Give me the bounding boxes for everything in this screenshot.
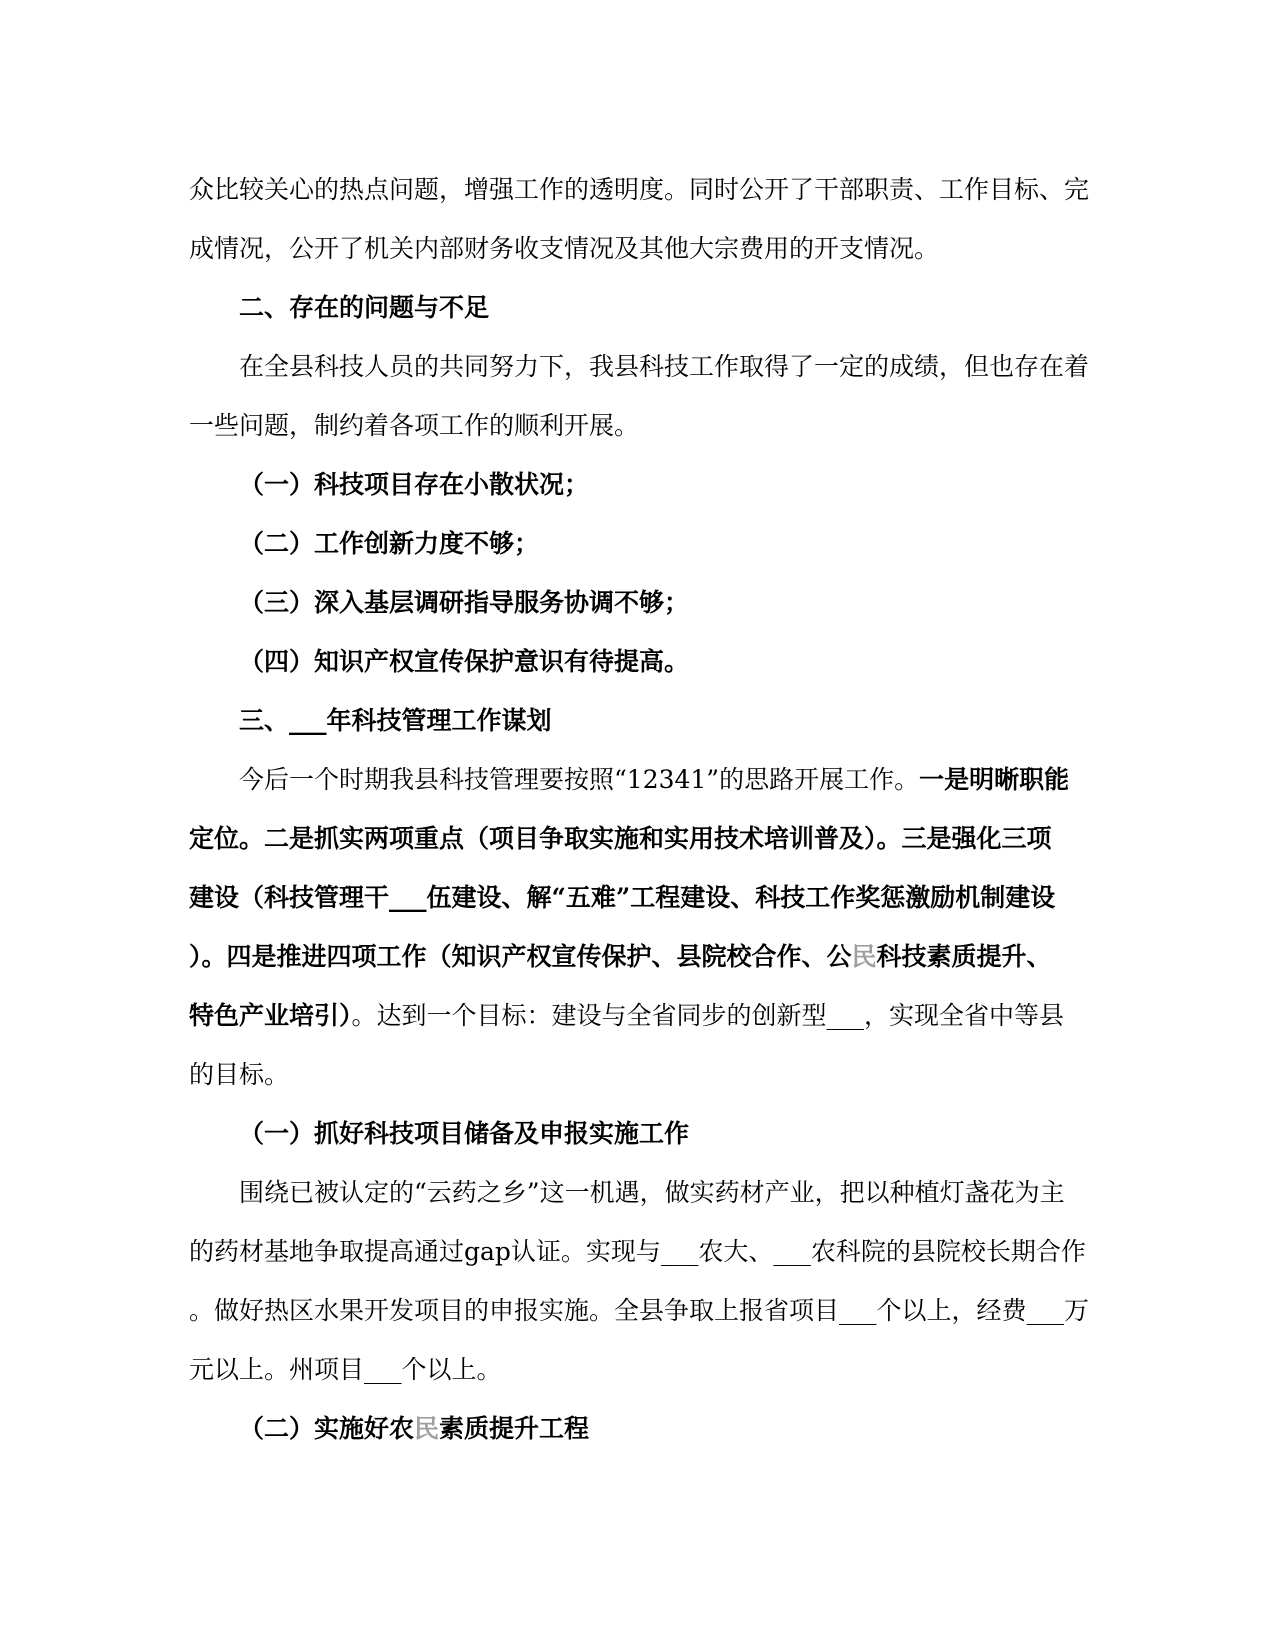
text-segment: 围绕已被认定的“云药之乡”这一机遇，做实药材产业，把以种植灯盏花为主 [239, 1178, 1065, 1207]
text-segment: 一是明晰职能 [919, 765, 1070, 794]
text-segment: （一）抓好科技项目储备及申报实施工作 [239, 1119, 690, 1148]
text-segment: （四）知识产权宣传保护意识有待提高。 [239, 647, 690, 676]
text-segment: （一）科技项目存在小散状况； [239, 470, 590, 499]
text-line [189, 809, 1099, 868]
text-line [189, 396, 1099, 455]
text-segment: 一些问题，制约着各项工作的顺利开展。 [189, 411, 640, 440]
text-line [189, 1163, 1099, 1222]
text-segment: 。做好热区水果开发项目的申报实施。全县争取上报省项目___个以上，经费___万 [189, 1296, 1090, 1325]
text-line [189, 868, 1099, 927]
text-line [189, 278, 1099, 337]
text-segment: 在全县科技人员的共同努力下，我县科技工作取得了一定的成绩，但也存在着 [239, 352, 1090, 381]
text-segment: ）。四是推进四项工作（知识产权宣传保护、县院校合作、公 [189, 942, 852, 971]
text-segment: 众比较关心的热点问题，增强工作的透明度。同时公开了干部职责、工作目标、完 [189, 175, 1090, 204]
text-segment: 元以上。州项目___个以上。 [189, 1355, 502, 1384]
text-line [189, 1222, 1099, 1281]
text-line [189, 160, 1099, 219]
text-line [189, 455, 1099, 514]
text-segment: 素质提升工程 [439, 1414, 590, 1443]
text-segment: 的目标。 [189, 1060, 290, 1089]
text-line [189, 750, 1099, 809]
text-segment: （二）工作创新力度不够； [239, 529, 540, 558]
text-segment: （二）实施好农 [239, 1414, 415, 1443]
text-line [189, 1281, 1099, 1340]
text-segment: 成情况，公开了机关内部财务收支情况及其他大宗费用的开支情况。 [189, 234, 940, 263]
masked-char: 民 [851, 942, 877, 971]
text-segment: 二、存在的问题与不足 [239, 293, 490, 322]
text-line [189, 1399, 1099, 1458]
text-line [189, 1104, 1099, 1163]
text-segment: （三）深入基层调研指导服务协调不够； [239, 588, 690, 617]
text-line [189, 927, 1099, 986]
text-line [189, 219, 1099, 278]
text-segment: 建设（科技管理干___伍建设、解“五难”工程建设、科技工作奖惩激励机制建设 [189, 883, 1056, 912]
text-line [189, 1045, 1099, 1104]
text-segment: 。达到一个目标：建设与全省同步的创新型___，实现全省中等县 [351, 1001, 1065, 1030]
text-segment: 三、___年科技管理工作谋划 [239, 706, 552, 735]
text-segment: 特色产业培引） [189, 1001, 352, 1030]
text-line [189, 986, 1099, 1045]
text-segment: 的药材基地争取提高通过gap认证。实现与___农大、___农科院的县院校长期合作 [189, 1237, 1086, 1266]
text-segment: 定位。二是抓实两项重点（项目争取实施和实用技术培训普及）。三是强化三项 [189, 824, 1052, 853]
text-line [189, 337, 1099, 396]
text-line [189, 514, 1099, 573]
text-line [189, 632, 1099, 691]
text-segment: 科技素质提升、 [876, 942, 1052, 971]
masked-char: 民 [414, 1414, 440, 1443]
text-line [189, 691, 1099, 750]
document-content [189, 160, 1099, 1458]
text-line [189, 1340, 1099, 1399]
text-line [189, 573, 1099, 632]
text-segment: 今后一个时期我县科技管理要按照“12341”的思路开展工作。 [239, 765, 920, 794]
